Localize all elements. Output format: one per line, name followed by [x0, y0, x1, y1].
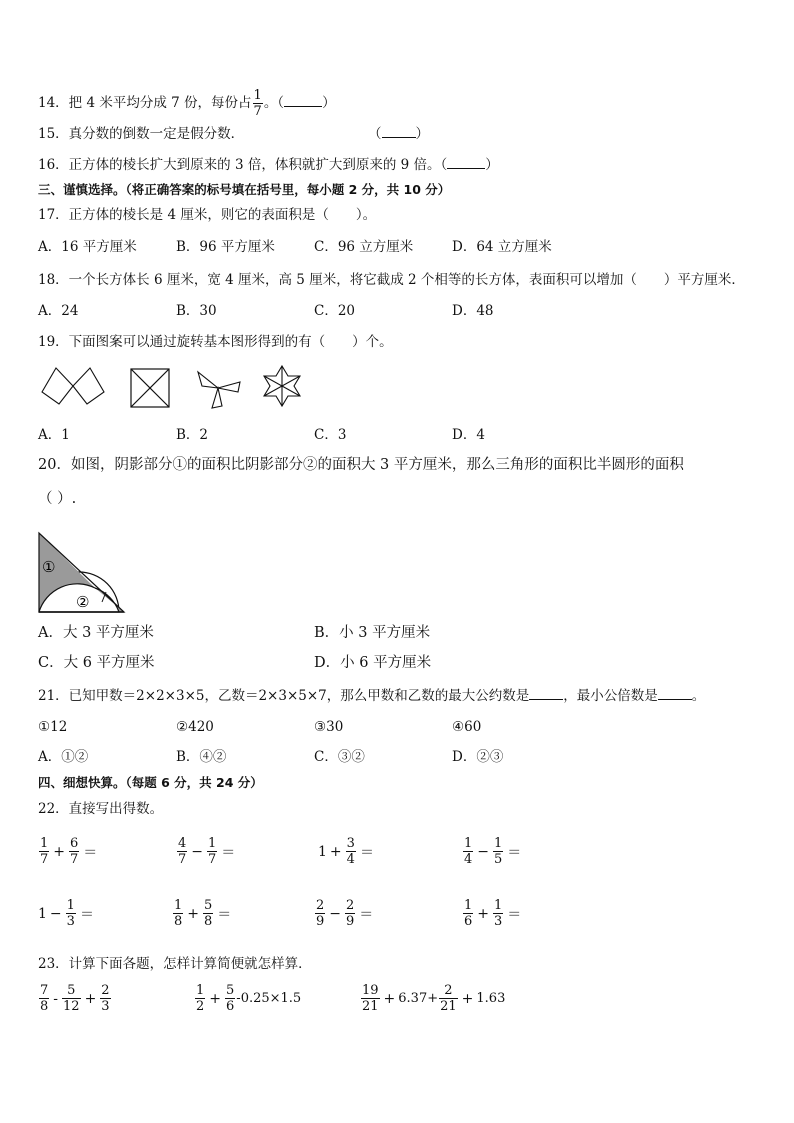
question-21: 21．已知甲数＝2×2×3×5，乙数＝2×3×5×7，那么甲数和乙数的最大公约数是 ，最小公倍数是 。 — [38, 688, 706, 704]
pattern-figure-4 — [260, 364, 304, 408]
region-2-label: ② — [76, 593, 90, 611]
question-16: 16．正方体的棱长扩大到原来的 3 倍，体积就扩大到原来的 9 倍。（ ） — [38, 157, 499, 173]
q21-choice-3: ③30 — [314, 719, 344, 735]
q22-expr-8: $\frac{1}{6}$ + $\frac{1}{3}$ ＝ — [464, 898, 522, 929]
region-1-label: ① — [42, 558, 56, 576]
q20-option-c[interactable]: C．大 6 平方厘米 — [38, 655, 155, 671]
q21-option-b[interactable]: B．④② — [176, 749, 227, 765]
q22-expr-4: $\frac{1}{4}$ − $\frac{1}{5}$ ＝ — [464, 836, 522, 867]
question-20-line1: 20．如图，阴影部分①的面积比阴影部分②的面积大 3 平方厘米，那么三角形的面积比半圆形的面积 — [38, 457, 684, 473]
question-19: 19．下面图案可以通过旋转基本图形得到的有（ ）个。 — [38, 334, 393, 350]
q23-expr-1: $\frac{7}{8}$ - $\frac{5}{12}$ + $\frac{2}{3}$ — [40, 983, 110, 1014]
q22-expr-5: 1 − $\frac{1}{3}$ ＝ — [38, 898, 94, 929]
pattern-figure-2 — [130, 368, 170, 408]
q23-expr-3: $\frac{19}{21}$ + 6.37+ $\frac{2}{21}$ + 1.63 — [362, 983, 506, 1014]
q17-option-c[interactable]: C．96 立方厘米 — [314, 239, 414, 255]
triangle-semicircle-figure — [36, 530, 128, 614]
q22-expr-7: $\frac{2}{9}$ − $\frac{2}{9}$ ＝ — [316, 898, 374, 929]
q20-option-a[interactable]: A．大 3 平方厘米 — [38, 625, 154, 641]
q21-choice-2: ②420 — [176, 719, 214, 735]
q17-option-a[interactable]: A．16 平方厘米 — [38, 239, 137, 255]
question-17: 17．正方体的棱长是 4 厘米，则它的表面积是（ ）。 — [38, 207, 377, 223]
q22-expr-1: $\frac{1}{7}$ + $\frac{6}{7}$ ＝ — [40, 836, 98, 867]
section-4-title: 四、细想快算。（每题 6 分，共 24 分） — [38, 775, 263, 790]
answer-blank[interactable] — [382, 137, 416, 138]
q21-option-a[interactable]: A．①② — [38, 749, 89, 765]
question-22: 22．直接写出得数。 — [38, 801, 164, 817]
q22-expr-6: $\frac{1}{8}$ + $\frac{5}{8}$ ＝ — [174, 898, 232, 929]
pattern-figure-3 — [194, 366, 244, 410]
q20-option-d[interactable]: D．小 6 平方厘米 — [314, 655, 432, 671]
lcm-blank[interactable] — [658, 699, 692, 700]
answer-blank[interactable] — [284, 106, 322, 107]
q22-expr-3: 1 + $\frac{3}{4}$ ＝ — [318, 836, 374, 867]
q15-answer: （ ） — [368, 126, 429, 142]
q18-option-c[interactable]: C．20 — [314, 303, 356, 319]
q19-option-c[interactable]: C．3 — [314, 427, 347, 443]
q18-option-d[interactable]: D．48 — [452, 303, 494, 319]
q21-option-c[interactable]: C．③② — [314, 749, 365, 765]
q19-option-b[interactable]: B．2 — [176, 427, 209, 443]
q14-text: 14．把 4 米平均分成 7 份，每份占 — [38, 95, 252, 111]
question-20-line2: （ ）. — [38, 491, 77, 507]
question-23: 23．计算下面各题，怎样计算简便就怎样算． — [38, 956, 312, 972]
question-14: 14．把 4 米平均分成 7 份，每份占 $\frac{1}{7}$ 。（ ） — [38, 88, 336, 119]
q18-option-b[interactable]: B．30 — [176, 303, 217, 319]
q18-option-a[interactable]: A．24 — [38, 303, 79, 319]
q22-expr-2: $\frac{4}{7}$ − $\frac{1}{7}$ ＝ — [178, 836, 236, 867]
pattern-figure-1 — [40, 364, 106, 406]
q20-option-b[interactable]: B．小 3 平方厘米 — [314, 625, 431, 641]
q21-choice-1: ①12 — [38, 719, 68, 735]
q19-option-a[interactable]: A．1 — [38, 427, 70, 443]
question-15: 15．真分数的倒数一定是假分数． — [38, 126, 245, 142]
q21-option-d[interactable]: D．②③ — [452, 749, 504, 765]
section-3-title: 三、谨慎选择。（将正确答案的标号填在括号里，每小题 2 分，共 10 分） — [38, 182, 451, 197]
q23-expr-2: $\frac{1}{2}$ + $\frac{5}{6}$ -0.25×1.5 — [196, 983, 302, 1014]
gcd-blank[interactable] — [529, 699, 563, 700]
q19-option-d[interactable]: D．4 — [452, 427, 485, 443]
question-18: 18．一个长方体长 6 厘米，宽 4 厘米，高 5 厘米，将它截成 2 个相等的长方体，表面积可以增加（ ）平方厘米． — [38, 272, 745, 288]
q14-fraction: $\frac{1}{7}$ — [253, 88, 262, 119]
q21-choice-4: ④60 — [452, 719, 482, 735]
q17-option-d[interactable]: D．64 立方厘米 — [452, 239, 552, 255]
answer-blank[interactable] — [447, 168, 485, 169]
q17-option-b[interactable]: B．96 平方厘米 — [176, 239, 275, 255]
